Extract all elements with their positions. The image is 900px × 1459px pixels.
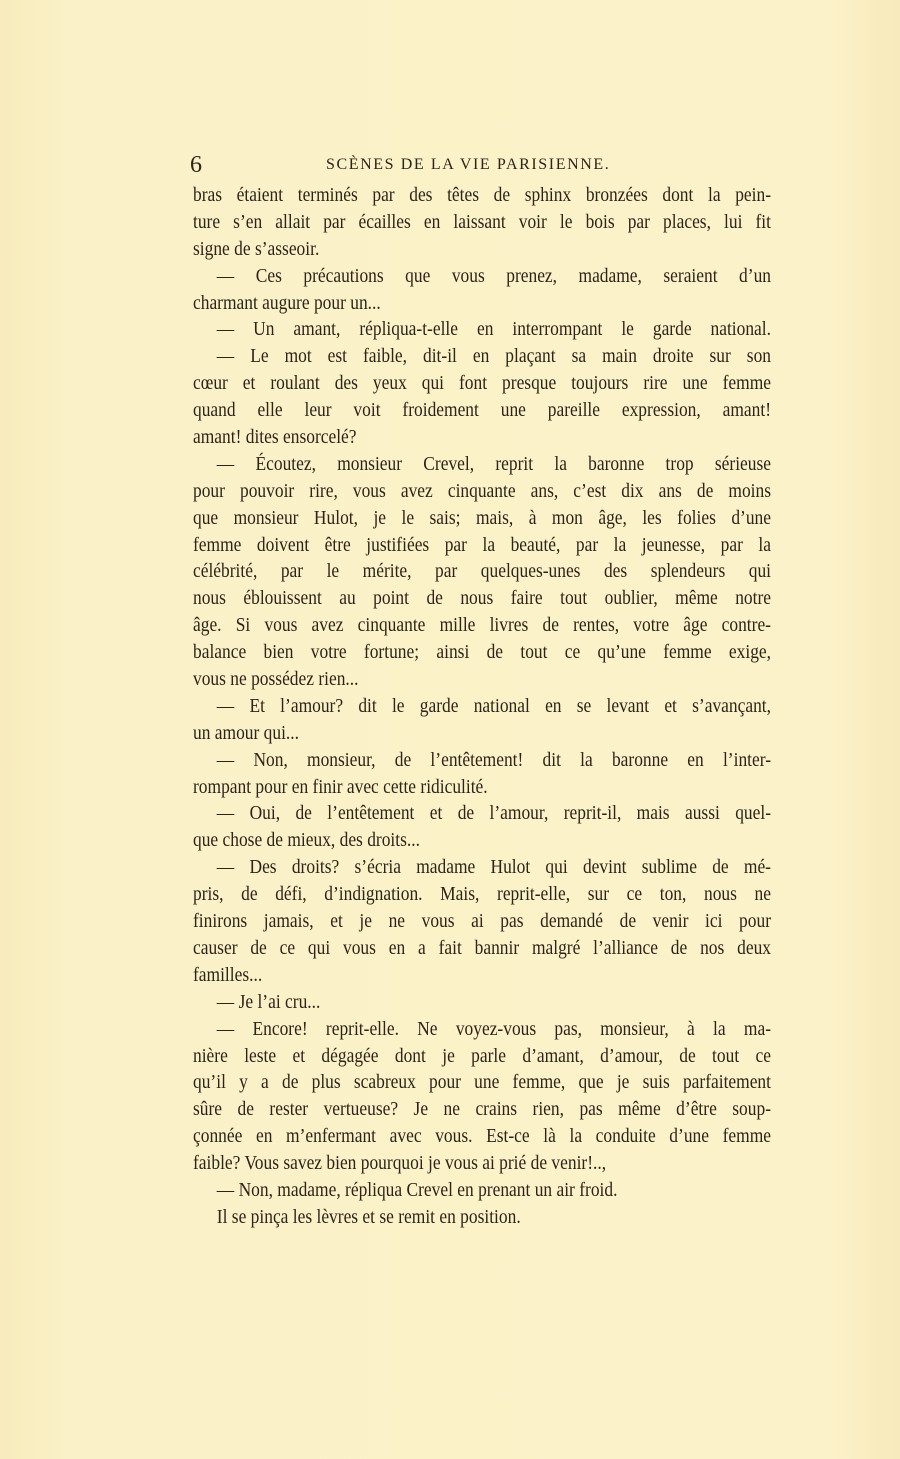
text-line: que monsieur Hulot, je le sais; mais, à mon âge, les folies d’une xyxy=(193,506,771,529)
text-line: pour pouvoir rire, vous avez cinquante ans, c’est dix ans de moins xyxy=(193,479,771,502)
text-line: nière leste et dégagée dont je parle d’amant, d’amour, de tout ce xyxy=(193,1044,771,1067)
text-line: signe de s’asseoir. xyxy=(193,237,320,260)
text-line: rompant pour en finir avec cette ridiculité. xyxy=(193,775,488,798)
text-line: amant! dites ensorcelé? xyxy=(193,426,357,449)
text-line: — Encore! reprit-elle. Ne voyez-vous pas, monsieur, à la ma- xyxy=(216,1017,772,1040)
text-line: causer de ce qui vous en a fait bannir malgré l’alliance de nos deux xyxy=(193,936,771,959)
text-line: charmant augure pour un... xyxy=(193,291,381,314)
text-line: familles... xyxy=(193,963,263,986)
text-line: pris, de défi, d’indignation. Mais, reprit-elle, sur ce ton, nous ne xyxy=(193,883,771,906)
text-line: que chose de mieux, des droits... xyxy=(193,829,420,852)
text-line: — Des droits? s’écria madame Hulot qui devint sublime de mé- xyxy=(216,856,772,879)
text-line: — Je l’ai cru... xyxy=(216,990,321,1013)
text-line: célébrité, par le mérite, par quelques-unes des splendeurs qui xyxy=(193,560,771,583)
text-line: ture s’en allait par écailles en laissant voir le bois par places, lui fit xyxy=(193,210,771,233)
running-title: SCÈNES DE LA VIE PARISIENNE. xyxy=(326,156,611,173)
text-line: — Oui, de l’entêtement et de l’amour, reprit-il, mais aussi quel- xyxy=(216,802,772,825)
text-line: Il se pinça les lèvres et se remit en position. xyxy=(216,1205,521,1228)
text-line: — Écoutez, monsieur Crevel, reprit la baronne trop sérieuse xyxy=(216,452,772,475)
text-line: — Non, monsieur, de l’entêtement! dit la baronne en l’inter- xyxy=(216,748,772,771)
text-line: cœur et roulant des yeux qui font presque toujours rire une femme xyxy=(193,372,771,395)
text-line: — Non, madame, répliqua Crevel en prenant un air froid. xyxy=(216,1178,618,1201)
text-line: bras étaient terminés par des têtes de sphinx bronzées dont la pein- xyxy=(193,184,771,206)
text-line: faible? Vous savez bien pourquoi je vous ai prié de venir!.., xyxy=(193,1152,607,1175)
text-line: — Un amant, répliqua-t-elle en interrompant le garde national. xyxy=(216,318,772,341)
text-line: âge. Si vous avez cinquante mille livres de rentes, votre âge contre- xyxy=(193,614,771,637)
text-line: çonnée en m’enfermant avec vous. Est-ce là la conduite d’une femme xyxy=(193,1125,771,1148)
text-line: nous éblouissent au point de nous faire tout oublier, même notre xyxy=(193,587,771,610)
text-line: un amour qui... xyxy=(193,721,299,744)
text-line: qu’il y a de plus scabreux pour une femme, que je suis parfaitement xyxy=(193,1071,771,1094)
text-line: — Le mot est faible, dit-il en plaçant sa main droite sur son xyxy=(216,345,772,368)
text-line: finirons jamais, et je ne vous ai pas demandé de venir ici pour xyxy=(193,910,771,933)
text-line: — Ces précautions que vous prenez, madame, seraient d’un xyxy=(216,264,772,287)
text-line: vous ne possédez rien... xyxy=(193,668,359,691)
text-line: sûre de rester vertueuse? Je ne crains rien, pas même d’être soup- xyxy=(193,1098,771,1121)
text-line: — Et l’amour? dit le garde national en se levant et s’avançant, xyxy=(216,694,772,717)
text-line: femme doivent être justifiées par la beauté, par la jeunesse, par la xyxy=(193,533,771,556)
page-body-text xyxy=(193,182,771,1231)
text-line: balance bien votre fortune; ainsi de tout ce qu’une femme exige, xyxy=(193,641,771,664)
page-number: 6 xyxy=(190,152,202,178)
text-line: quand elle leur voit froidement une pareille expression, amant! xyxy=(193,399,771,422)
